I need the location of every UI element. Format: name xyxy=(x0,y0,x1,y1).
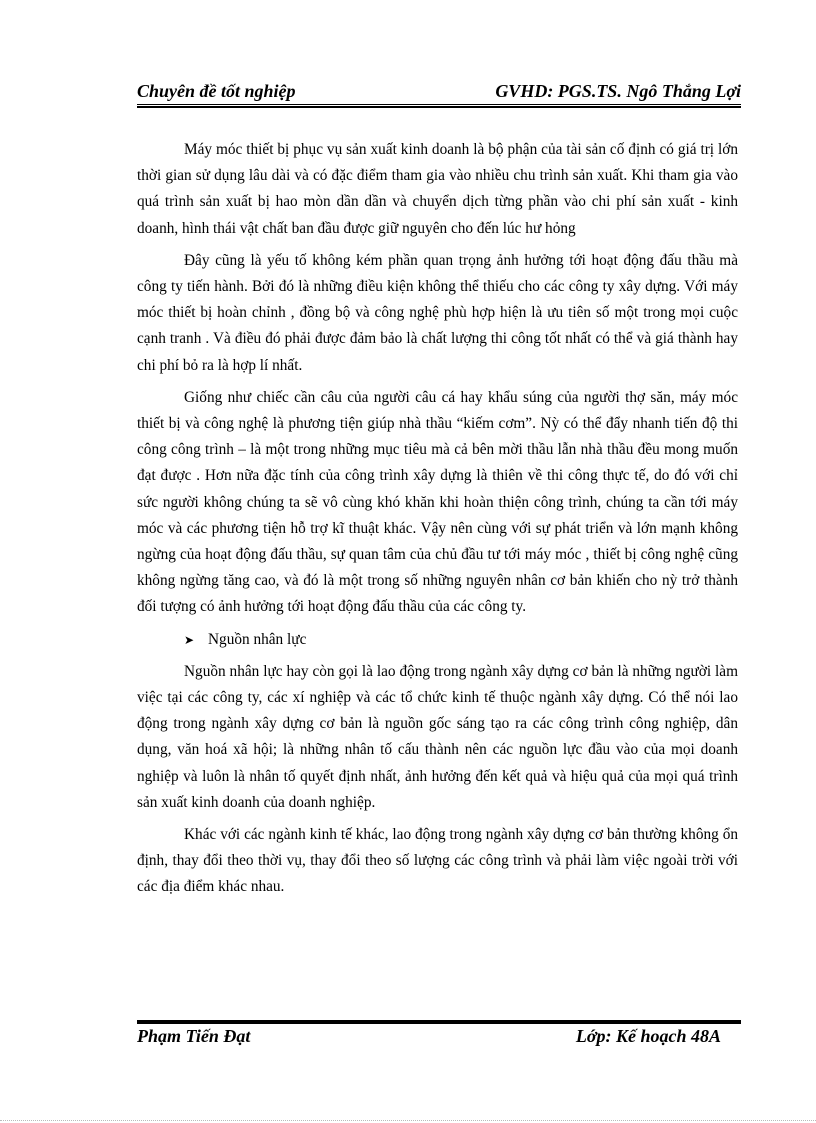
bullet-label: Nguồn nhân lực xyxy=(208,630,307,648)
paragraph-4: Nguồn nhân lực hay còn gọi là lao động trong ngành xây dựng cơ bản là những người làm việc tại các công ty, các xí nghiệp và các tổ chức kinh tế thuộc ngành xây dựng. Có thể nói lao động trong ngành xây dựng cơ bản là nguồn gốc sáng tạo ra các công trình công nghiệp, dân dụng, văn hoá xã hội; là những nhân tố cấu thành nên các nguồn lực đầu vào của mọi doanh nghiệp và luôn là nhân tố quyết định nhất, ảnh hưởng đến kết quả và hiệu quả của mọi quá trình sản xuất kinh doanh của doanh nghiệp. xyxy=(137,662,738,811)
page-footer xyxy=(137,1026,721,1047)
header-advisor: GVHD: PGS.TS. Ngô Thắng Lợi xyxy=(495,81,741,101)
arrowhead-bullet-icon: ➤ xyxy=(184,632,195,647)
page-edge xyxy=(0,1120,816,1121)
header-divider xyxy=(137,104,741,108)
paragraph-2: Đây cũng là yếu tố không kém phần quan trọng ảnh hưởng tới hoạt động đấu thầu mà công ty tiến hành. Bởi đó là những điều kiện không thể thiếu cho các công ty xây dựng. Với máy móc thiết bị hoàn chỉnh , đồng bộ và công nghệ phù hợp hiện là ưu tiên số một trong mọi cuộc cạnh tranh . Và điều đó phải được đảm bảo là chất lượng thi công tốt nhất có thể và giá thành hay chi phí bỏ ra là hợp lí nhất. xyxy=(137,251,738,374)
footer-author: Phạm Tiến Đạt xyxy=(137,1026,251,1046)
header-title: Chuyên đề tốt nghiệp xyxy=(137,81,296,101)
paragraph-5: Khác với các ngành kinh tế khác, lao động trong ngành xây dựng cơ bản thường không ổn định, thay đổi theo thời vụ, thay đổi theo số lượng các công trình và phải làm việc ngoài trời với các địa điểm khác nhau. xyxy=(137,826,738,896)
paragraph-1: Máy móc thiết bị phục vụ sản xuất kinh doanh là bộ phận của tài sản cố định có giá trị lớn thời gian sử dụng lâu dài và có đặc điểm tham gia vào nhiều chu trình sản xuất. Khi tham gia vào quá trình sản xuất bị hao mòn dần dần và chuyển dịch từng phần vào chi phí sản xuất - kinh doanh, hình thái vật chất ban đầu được giữ nguyên cho đến lúc hư hỏng xyxy=(137,141,738,237)
bullet-item xyxy=(137,627,738,653)
paragraph-3: Giống như chiếc cần câu của người câu cá hay khẩu súng của người thợ săn, máy móc thiết bị và công nghệ là phương tiện giúp nhà thầu “kiếm cơm”. Nỳ có thể đẩy nhanh tiến độ thi công công trình – là một trong những mục tiêu mà cả bên mời thầu lẫn nhà thầu đều mong muốn đạt được . Hơn nữa đặc tính của công trình xây dựng là thiên về thi công thực tế, do đó với chỉ sức người không chúng ta sẽ vô cùng khó khăn khi hoàn thiện công trình, chúng ta cần tới máy móc và các phương tiện hỗ trợ kĩ thuật khác. Vậy nên cùng với sự phát triển và lớn mạnh không ngừng của hoạt động đấu thầu, sự quan tâm của chủ đầu tư tới máy móc , thiết bị công nghệ cũng không ngừng tăng cao, và đó là một trong số những nguyên nhân cơ bản khiến cho nỳ trở thành đối tượng có ảnh hưởng tới hoạt động đấu thầu của các công ty. xyxy=(137,388,738,616)
document-body xyxy=(137,137,738,907)
footer-class: Lớp: Kế hoạch 48A xyxy=(575,1026,721,1046)
page-header xyxy=(137,74,741,102)
footer-divider xyxy=(137,1020,741,1024)
